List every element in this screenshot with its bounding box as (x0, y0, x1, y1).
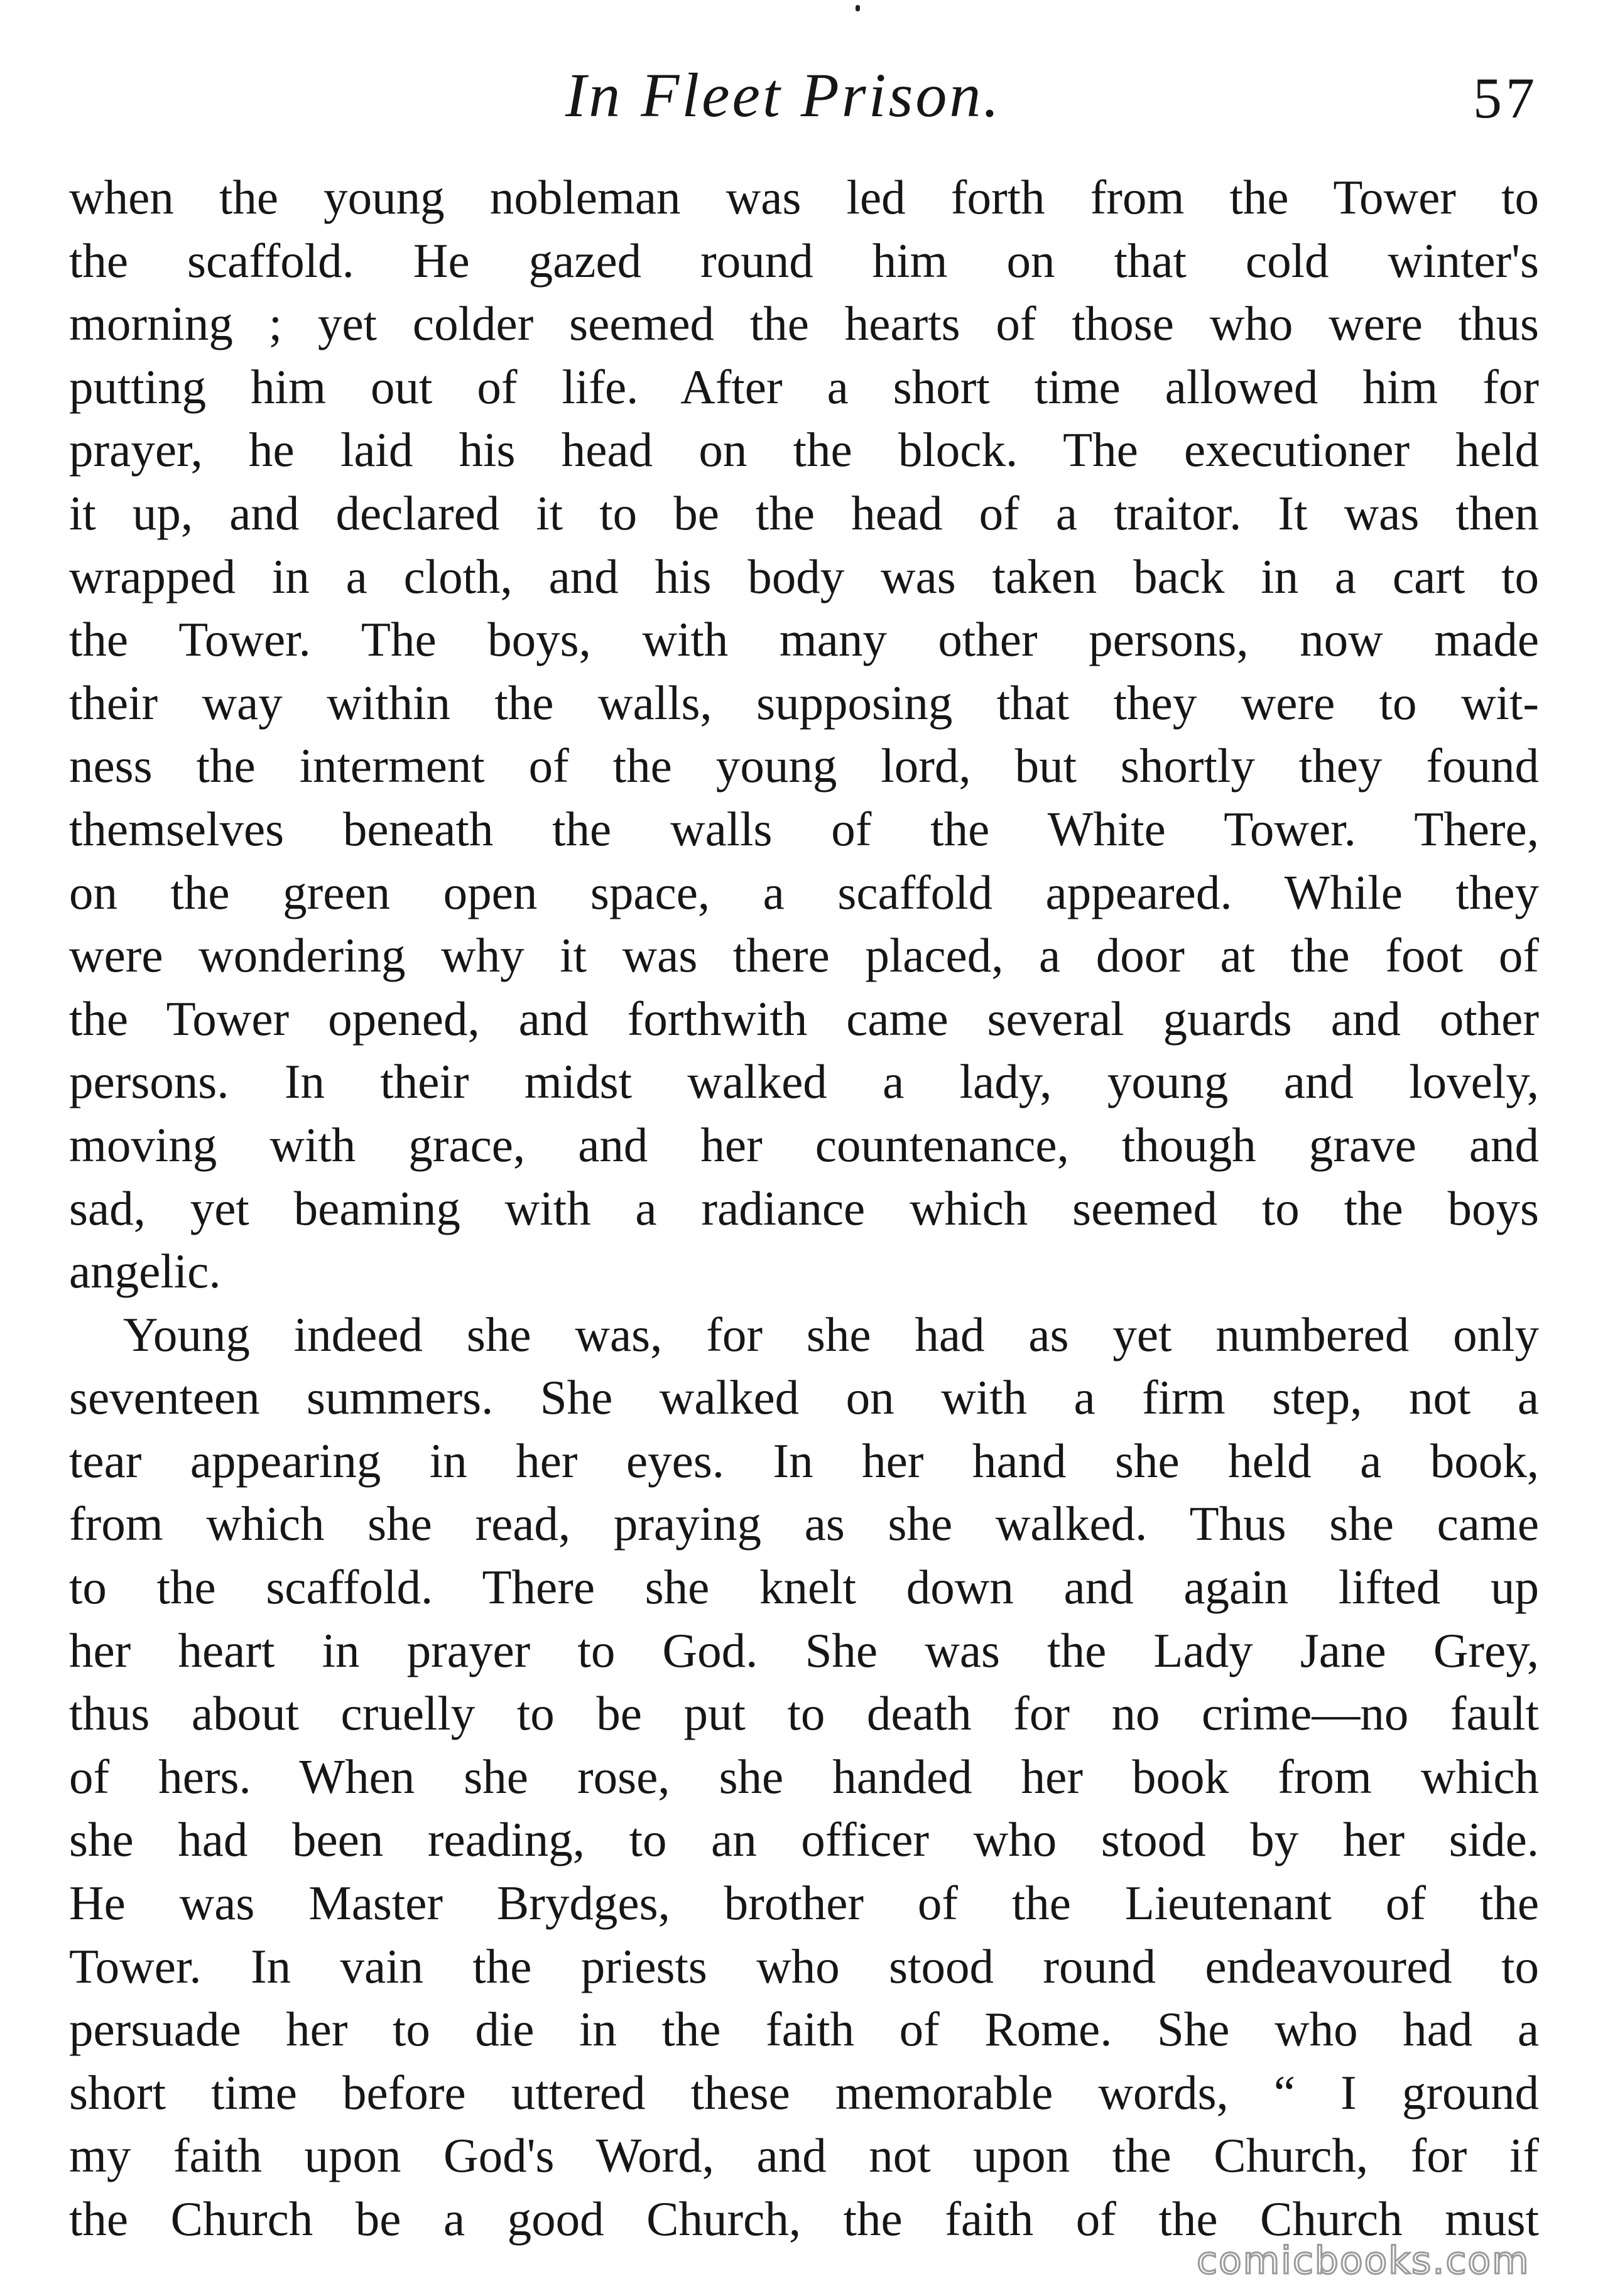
text-line: Tower. In vain the priests who stood round endeavoured to (69, 1939, 1539, 1993)
text-line: morning ; yet colder seemed the hearts of those who were thus (69, 296, 1539, 351)
text-line: the Tower. The boys, with many other persons, now made (69, 612, 1539, 667)
text-line: angelic. (69, 1244, 221, 1299)
text-line: seventeen summers. She walked on with a firm step, not a (69, 1370, 1539, 1425)
text-line: she had been reading, to an officer who stood by her side. (69, 1812, 1539, 1867)
text-line: wrapped in a cloth, and his body was taken back in a cart to (69, 549, 1539, 604)
text-line: tear appearing in her eyes. In her hand she held a book, (69, 1433, 1539, 1488)
body-text (69, 166, 1539, 2251)
text-line: putting him out of life. After a short time allowed him for (69, 359, 1539, 414)
text-line: from which she read, praying as she walked. Thus she came (69, 1497, 1539, 1551)
paragraph (69, 1303, 1539, 2251)
text-line: when the young nobleman was led forth from the Tower to (69, 170, 1539, 224)
text-line: He was Master Brydges, brother of the Lieutenant of the (69, 1876, 1539, 1930)
text-line: ness the interment of the young lord, but shortly they found (69, 739, 1539, 793)
text-line: it up, and declared it to be the head of a traitor. It was then (69, 485, 1539, 540)
text-line: thus about cruelly to be put to death for no crime—no fault (69, 1686, 1539, 1741)
text-line: persuade her to die in the faith of Rome. She who had a (69, 2002, 1539, 2057)
text-line: Young indeed she was, for she had as yet numbered only (123, 1307, 1539, 1362)
text-line: themselves beneath the walls of the White Tower. There, (69, 801, 1539, 856)
text-line: were wondering why it was there placed, a door at the foot of (69, 928, 1539, 983)
text-line: their way within the walls, supposing that they were to wit- (69, 675, 1539, 730)
text-line: sad, yet beaming with a radiance which seemed to the boys (69, 1181, 1539, 1235)
text-line: on the green open space, a scaffold appeared. While they (69, 865, 1539, 919)
text-line: persons. In their midst walked a lady, young and lovely, (69, 1054, 1539, 1109)
text-line: to the scaffold. There she knelt down and again lifted up (69, 1560, 1539, 1615)
running-head (0, 58, 1598, 133)
page-number: 57 (1473, 66, 1538, 130)
text-line: short time before uttered these memorable words, “ I ground (69, 2065, 1539, 2120)
running-head-title: In Fleet Prison. (565, 60, 1002, 130)
paragraph (69, 166, 1539, 1303)
text-line: the Church be a good Church, the faith of the Church must (69, 2192, 1539, 2246)
text-line: the Tower opened, and forthwith came several guards and other (69, 991, 1539, 1046)
text-line: my faith upon God's Word, and not upon the Church, for if (69, 2128, 1539, 2183)
text-line: moving with grace, and her countenance, though grave and (69, 1117, 1539, 1172)
text-line: prayer, he laid his head on the block. The executioner held (69, 423, 1539, 477)
text-line: the scaffold. He gazed round him on that cold winter's (69, 233, 1539, 288)
print-speck (856, 5, 860, 11)
watermark: comicbooks.com (1197, 2239, 1530, 2283)
text-line: her heart in prayer to God. She was the Lady Jane Grey, (69, 1623, 1539, 1677)
text-line: of hers. When she rose, she handed her book from which (69, 1749, 1539, 1804)
